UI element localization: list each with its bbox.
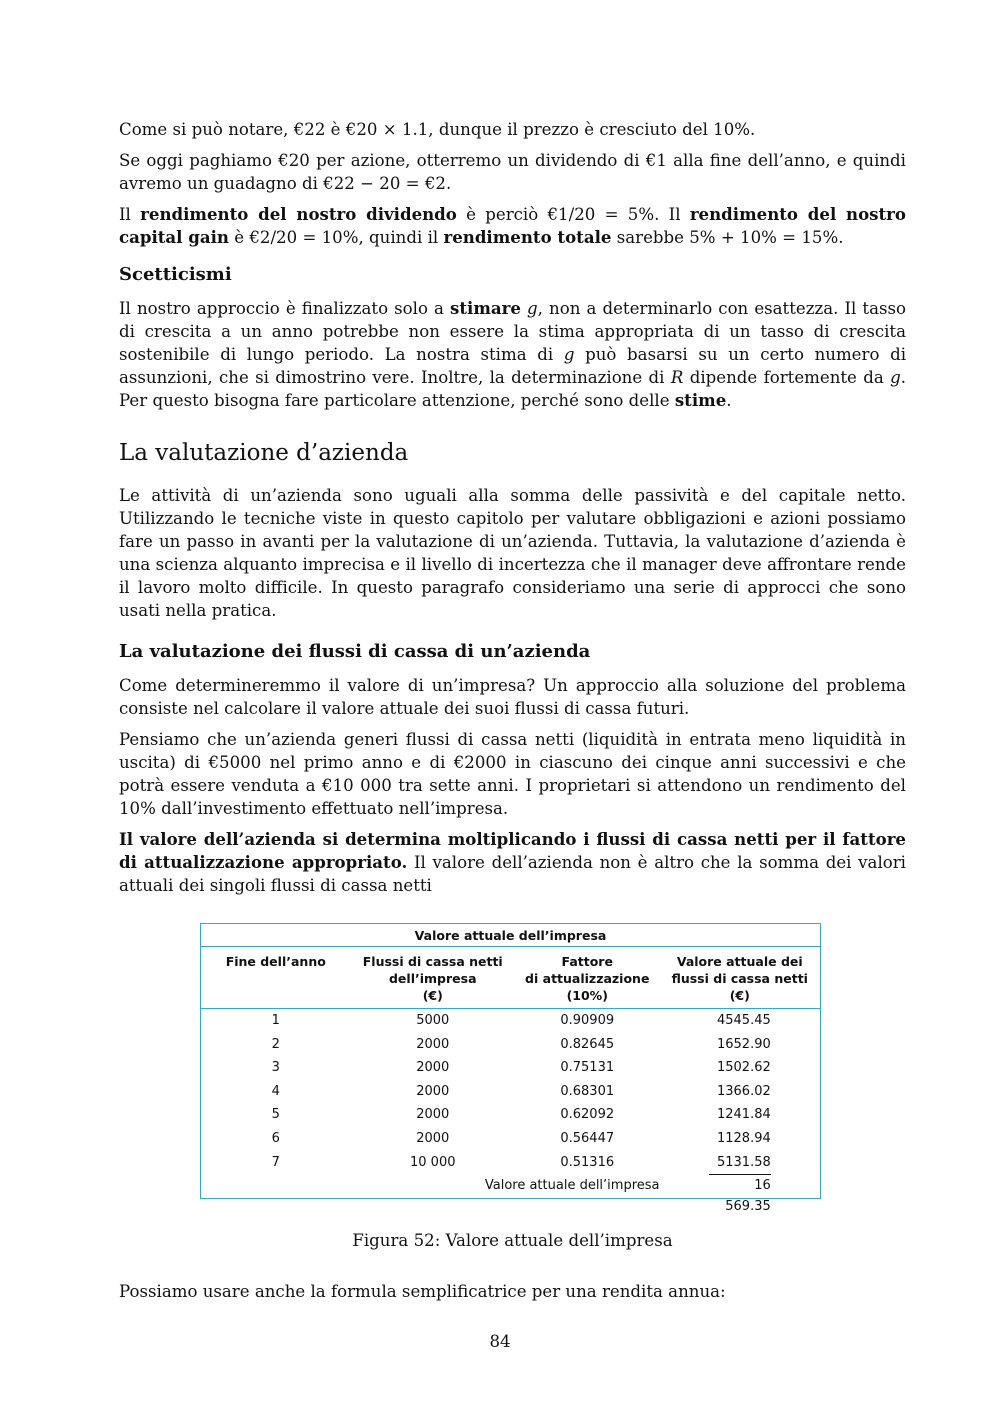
page-number: 84 (489, 1332, 511, 1351)
table-row (201, 1080, 820, 1104)
paragraph-price-growth: Come si può notare, €22 è €20 × 1.1, dunque il prezzo è cresciuto del 10%. (119, 120, 756, 139)
cell-cash-flow: 2000 (416, 1083, 450, 1099)
cell-cash-flow: 2000 (416, 1130, 450, 1146)
total-value: 16 569.35 (709, 1174, 771, 1217)
paragraph-valore-impresa: Come determineremmo il valore di un’impresa? Un approccio alla soluzione del problema consiste nel calcolare il valore attuale dei suoi flussi di cassa futuri. (119, 676, 906, 718)
table-total-row (201, 1174, 820, 1215)
cell-factor: 0.90909 (560, 1013, 615, 1028)
heading-scetticismi: Scetticismi (119, 264, 232, 285)
cell-year: 3 (271, 1060, 280, 1076)
cell-year: 7 (271, 1154, 280, 1170)
table-row (201, 1056, 820, 1080)
cell-year: 4 (271, 1083, 280, 1099)
heading-valutazione-azienda: La valutazione d’azienda (119, 440, 409, 466)
header-fattore: Fattore di attualizzazione (10%) (525, 954, 650, 1003)
figure-caption: Figura 52: Valore attuale dell’impresa (352, 1230, 673, 1250)
cell-present-value: 1366.02 (716, 1083, 771, 1099)
cell-present-value: 1652.90 (716, 1036, 771, 1052)
header-fine-anno: Fine dell’anno (225, 954, 326, 969)
table-row (201, 1033, 820, 1057)
table-row (201, 1127, 820, 1151)
cell-factor: 0.62092 (560, 1107, 615, 1123)
cell-present-value: 1502.62 (716, 1060, 771, 1076)
total-label: Valore attuale dell’impresa (484, 1178, 660, 1194)
cell-cash-flow: 2000 (416, 1107, 450, 1123)
cell-year: 1 (271, 1013, 280, 1028)
cell-cash-flow: 10 000 (410, 1154, 456, 1170)
cell-present-value: 5131.58 (716, 1154, 771, 1170)
cell-year: 6 (271, 1130, 280, 1146)
cell-present-value: 4545.45 (716, 1013, 771, 1028)
total-value-cell (660, 1174, 820, 1215)
paragraph-dividend-gain: Se oggi paghiamo €20 per azione, otterremo un dividendo di €1 alla fine dell’anno, e quindi avremo un guadagno di €22 − 20 = €2. (119, 151, 906, 193)
paragraph-esempio-flussi: Pensiamo che un’azienda generi flussi di cassa netti (liquidità in entrata meno liquidità in uscita) di €5000 nel primo anno e di €2000 in ciascuno dei cinque anni successivi e che potrà essere venduta a €10 000 tra sette anni. I proprietari si attendono un rendimento del 10% dall’investimento effettuato nell’impresa. (119, 730, 906, 818)
paragraph-valore-azienda: Il valore dell’azienda si determina moltiplicando i flussi di cassa netti per il fattore di attualizzazione appropriato. Il valore dell’azienda non è altro che la somma dei valori attuali dei singoli flussi di cassa netti (119, 829, 906, 895)
page-body (119, 118, 906, 1311)
cell-factor: 0.56447 (560, 1130, 615, 1146)
cell-cash-flow: 2000 (416, 1060, 450, 1076)
table-row (201, 1009, 820, 1033)
table-row (201, 1151, 820, 1175)
heading-flussi-cassa: La valutazione dei flussi di cassa di un’azienda (119, 641, 591, 662)
paragraph-rendita: Possiamo usare anche la formula semplificatrice per una rendita annua: (119, 1281, 726, 1301)
header-flussi-cassa: Flussi di cassa netti dell’impresa (€) (362, 954, 503, 1003)
cell-present-value: 1241.84 (716, 1107, 771, 1123)
present-value-table (200, 923, 821, 1215)
cell-cash-flow: 2000 (416, 1036, 450, 1052)
cell-factor: 0.75131 (560, 1060, 615, 1076)
cell-year: 5 (271, 1107, 280, 1123)
cell-factor: 0.82645 (560, 1036, 615, 1052)
paragraph-returns: Il rendimento del nostro dividendo è perciò €1/20 = 5%. Il rendimento del nostro capital gain è €2/20 = 10%, quindi il rendimento totale sarebbe 5% + 10% = 15%. (119, 204, 906, 247)
table-row (201, 1103, 820, 1127)
cell-factor: 0.51316 (560, 1154, 615, 1170)
header-valore-attuale: Valore attuale dei flussi di cassa netti (€) (671, 954, 808, 1003)
table-header (201, 947, 820, 1009)
table-title: Valore attuale dell’impresa (201, 924, 820, 947)
paragraph-scetticismi: Il nostro approccio è finalizzato solo a stimare g, non a determinarlo con esattezza. Il tasso di crescita a un anno potrebbe non essere la stima appropriata di un tasso di crescita sostenibile di lungo periodo. La nostra stima di g può basarsi su un certo numero di assunzioni, che si dimostrino vere. Inoltre, la determinazione di R dipende fortemente da g. Per questo bisogna fare particolare attenzione, perché sono delle stime. (119, 298, 907, 410)
paragraph-valutazione-intro: Le attività di un’azienda sono uguali alla somma delle passività e del capitale netto. Utilizzando le tecniche viste in questo capitolo per valutare obbligazioni e azioni possiamo fare un passo in avanti per la valutazione di un’azienda. Tuttavia, la valutazione d’azienda è una scienza alquanto imprecisa e il livello di incertezza che il manager deve affrontare rende il lavoro molto difficile. In questo paragrafo consideriamo una serie di approcci che sono usati nella pratica. (119, 486, 906, 620)
cell-cash-flow: 5000 (416, 1013, 450, 1028)
cell-factor: 0.68301 (560, 1083, 615, 1099)
table-body (201, 1009, 820, 1215)
cell-year: 2 (271, 1036, 280, 1052)
cell-present-value: 1128.94 (716, 1130, 771, 1146)
